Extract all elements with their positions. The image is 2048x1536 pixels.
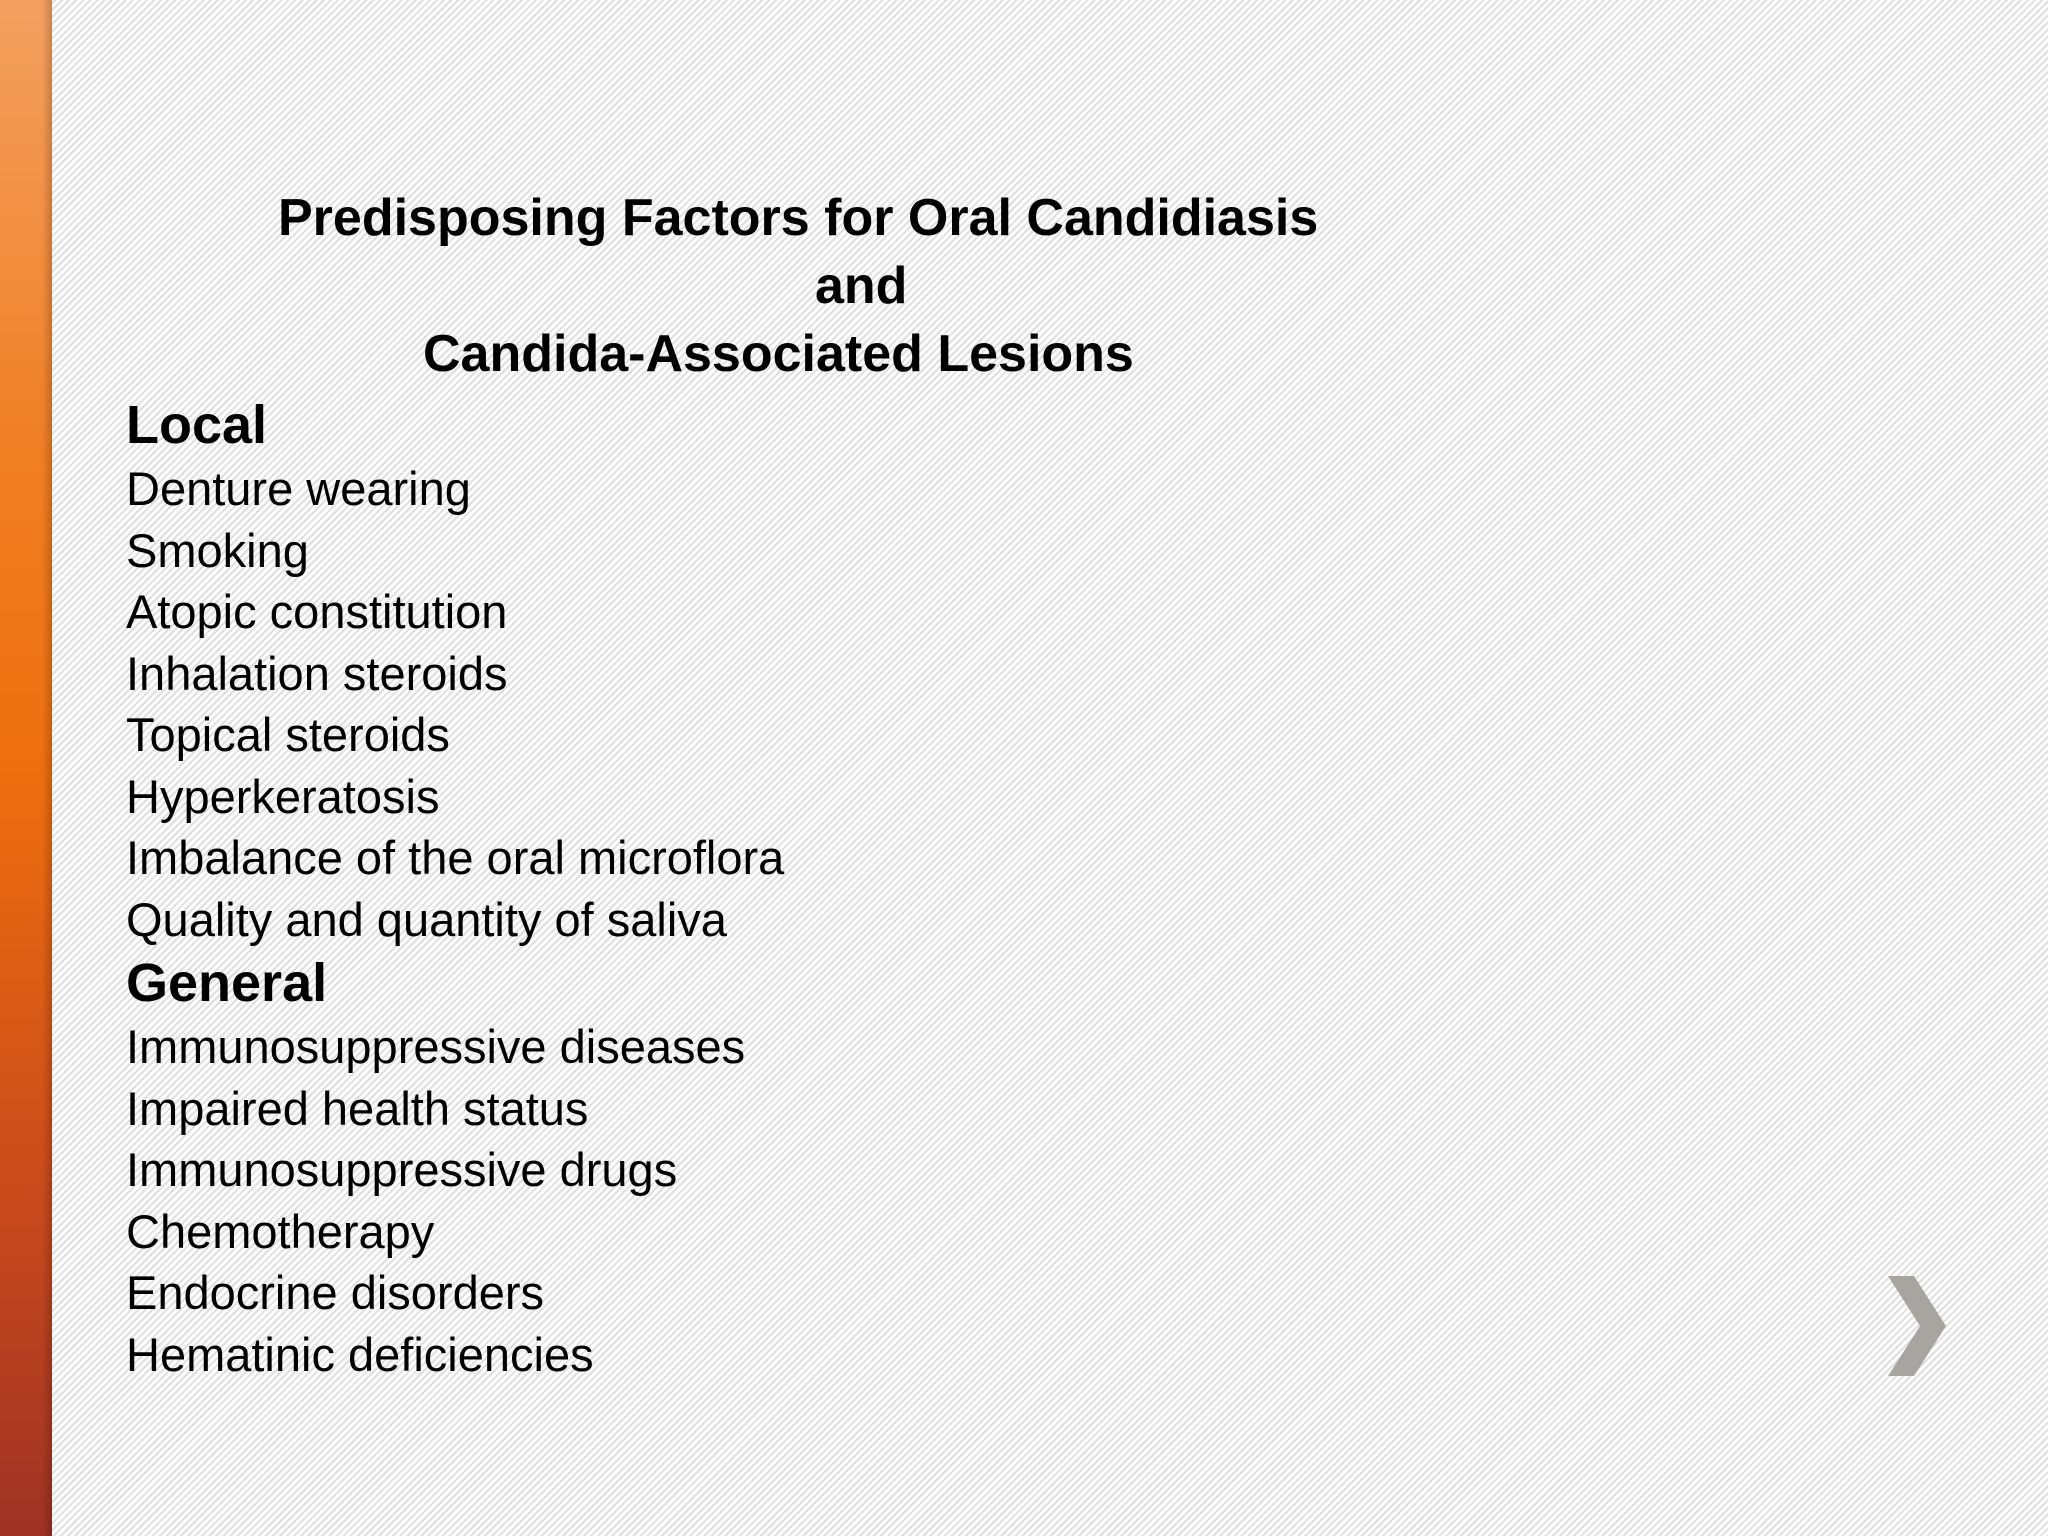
section-local — [126, 392, 1326, 950]
list-item: Atopic constitution — [126, 585, 508, 638]
title-line-1: Predisposing Factors for Oral Candidiasis — [278, 189, 1319, 247]
side-accent-bar — [0, 0, 52, 1536]
section-heading: General — [126, 953, 328, 1013]
list-item: Hyperkeratosis — [126, 769, 440, 823]
list-item: Denture wearing — [126, 462, 471, 515]
list-item: Imbalance of the oral microflora — [126, 831, 785, 884]
list-item: Hematinic deficiencies — [126, 1327, 594, 1381]
list-item: Topical steroids — [126, 708, 450, 761]
section-general — [126, 950, 1326, 1385]
list-item: Immunosuppressive diseases — [126, 1020, 746, 1073]
slide-body — [126, 392, 1326, 1385]
factor-list — [126, 1016, 1326, 1385]
next-slide-button[interactable] — [1884, 1276, 1950, 1376]
chevron-right-icon — [1884, 1276, 1950, 1376]
list-item: Quality and quantity of saliva — [126, 892, 727, 946]
list-item: Endocrine disorders — [126, 1266, 544, 1319]
section-heading: Local — [126, 395, 268, 455]
list-item: Smoking — [126, 523, 309, 577]
factor-list — [126, 458, 1326, 950]
list-item: Impaired health status — [126, 1081, 589, 1135]
list-item: Immunosuppressive drugs — [126, 1143, 678, 1196]
title-line-3: Candida-Associated Lesions — [423, 325, 1134, 383]
list-item: Inhalation steroids — [126, 646, 508, 700]
list-item: Chemotherapy — [126, 1204, 435, 1258]
title-line-2: and — [815, 257, 908, 315]
